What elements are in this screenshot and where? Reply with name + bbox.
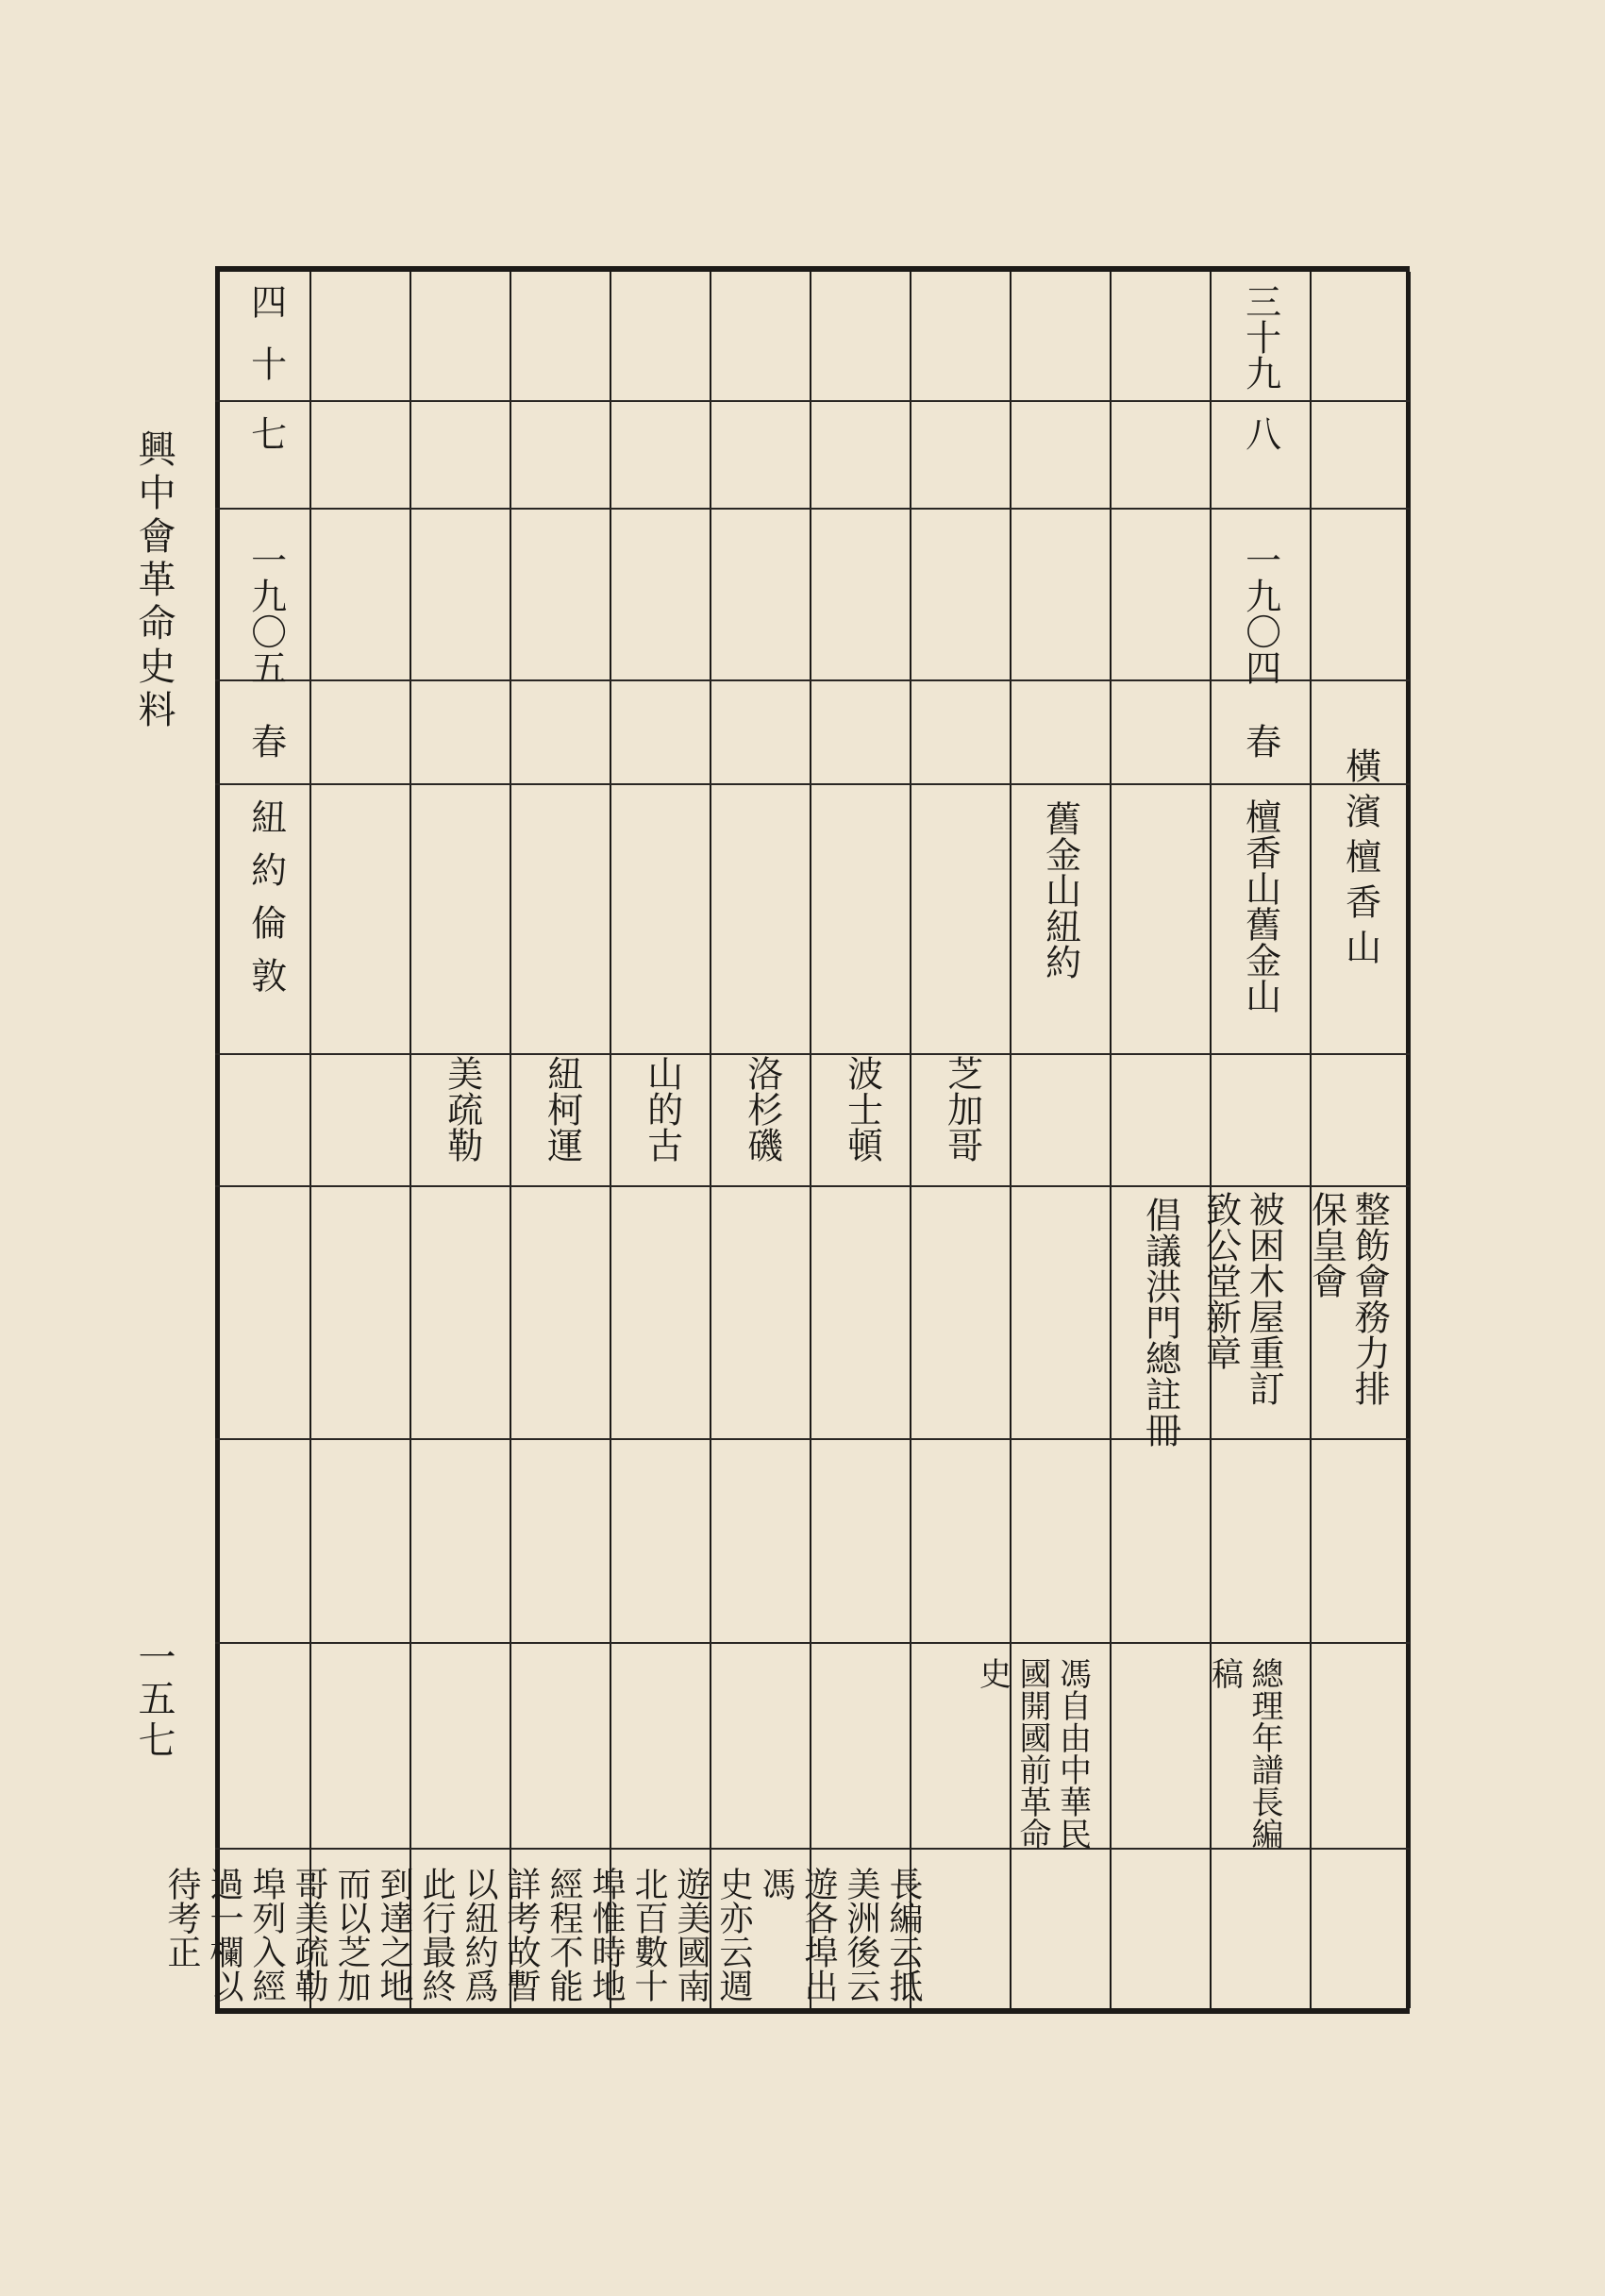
note-line: 經程不能: [544, 1867, 583, 2003]
note-line: 此行最終: [417, 1867, 456, 2003]
page-number: 一五七: [132, 1637, 176, 1762]
book-title: 興中會革命史料: [132, 429, 176, 733]
column-rule: [1310, 272, 1312, 2008]
age-1904: 八: [1239, 415, 1281, 451]
season-1904: 春: [1239, 723, 1281, 759]
column-rule: [1406, 272, 1411, 2008]
field-rule: [215, 1438, 1410, 1440]
note-line: 以紐約爲: [460, 1867, 498, 2003]
note-line: 埠列入經: [247, 1867, 286, 2003]
note-line: 美洲後云: [842, 1867, 880, 2003]
note-line: 過一欄以: [205, 1867, 243, 2003]
column-rule: [309, 272, 311, 2008]
western-year-1905: 一九〇五: [244, 542, 287, 685]
field-rule: [215, 1053, 1410, 1055]
note-line: 長編云抵: [884, 1867, 923, 2003]
column-rule: [610, 272, 611, 2008]
field-rule: [215, 1642, 1410, 1644]
city-sacramento: 山的古: [641, 1055, 683, 1163]
column-rule: [810, 272, 811, 2008]
note-line: 史亦云週: [714, 1867, 753, 2003]
note-line: 而以芝加: [332, 1867, 371, 2003]
field-rule: [215, 400, 1410, 402]
note-line: 哥美疏勒: [290, 1867, 328, 2003]
city-st-louis: 美疏勒: [441, 1055, 483, 1163]
remarks-note: [162, 1867, 925, 2018]
event-c: 倡議洪門總註冊: [1139, 1197, 1181, 1448]
place-a: 橫濱檀香山: [1339, 747, 1381, 974]
places-1905: 紐約倫敦: [244, 798, 287, 1010]
column-rule: [710, 272, 711, 2008]
city-chicago: 芝加哥: [941, 1055, 983, 1163]
field-rule: [215, 679, 1410, 681]
note-line: 詳考故暫: [502, 1867, 541, 2003]
year-1905: 四十: [244, 283, 287, 408]
field-rule: [215, 783, 1410, 785]
note-line: 遊美國南: [672, 1867, 711, 2003]
source-a: 總理年譜長編稿: [1205, 1657, 1283, 1850]
note-line: 遊各埠出馮: [757, 1867, 838, 2003]
place-b: 檀香山舊金山: [1239, 798, 1281, 1014]
note-line: 北百數十: [629, 1867, 668, 2003]
note-line: 埠惟時地: [587, 1867, 626, 2003]
field-rule: [215, 1185, 1410, 1187]
city-new-orleans: 紐柯運: [541, 1055, 583, 1163]
age-1905: 七: [244, 415, 287, 451]
note-line: 待考正: [162, 1867, 201, 1969]
western-year-1904: 一九〇四: [1239, 542, 1281, 685]
note-line: 到達之地: [375, 1867, 413, 2003]
source-d: 馮自由中華民國開國前革命史: [973, 1657, 1092, 1850]
column-rule: [410, 272, 411, 2008]
city-boston: 波士頓: [841, 1055, 883, 1163]
city-los-angeles: 洛杉磯: [741, 1055, 783, 1163]
place-d: 舊金山紐約: [1039, 800, 1081, 980]
column-rule: [215, 272, 220, 2008]
column-rule: [910, 272, 911, 2008]
event-b: 被困木屋重訂致公堂新章: [1199, 1191, 1285, 1406]
column-rule: [510, 272, 511, 2008]
season-1905: 春: [244, 723, 287, 759]
event-a: 整飭會務力排保皇會: [1305, 1191, 1391, 1406]
field-rule: [215, 508, 1410, 510]
column-rule: [1110, 272, 1112, 2008]
year-1904: 三十九: [1239, 283, 1281, 391]
